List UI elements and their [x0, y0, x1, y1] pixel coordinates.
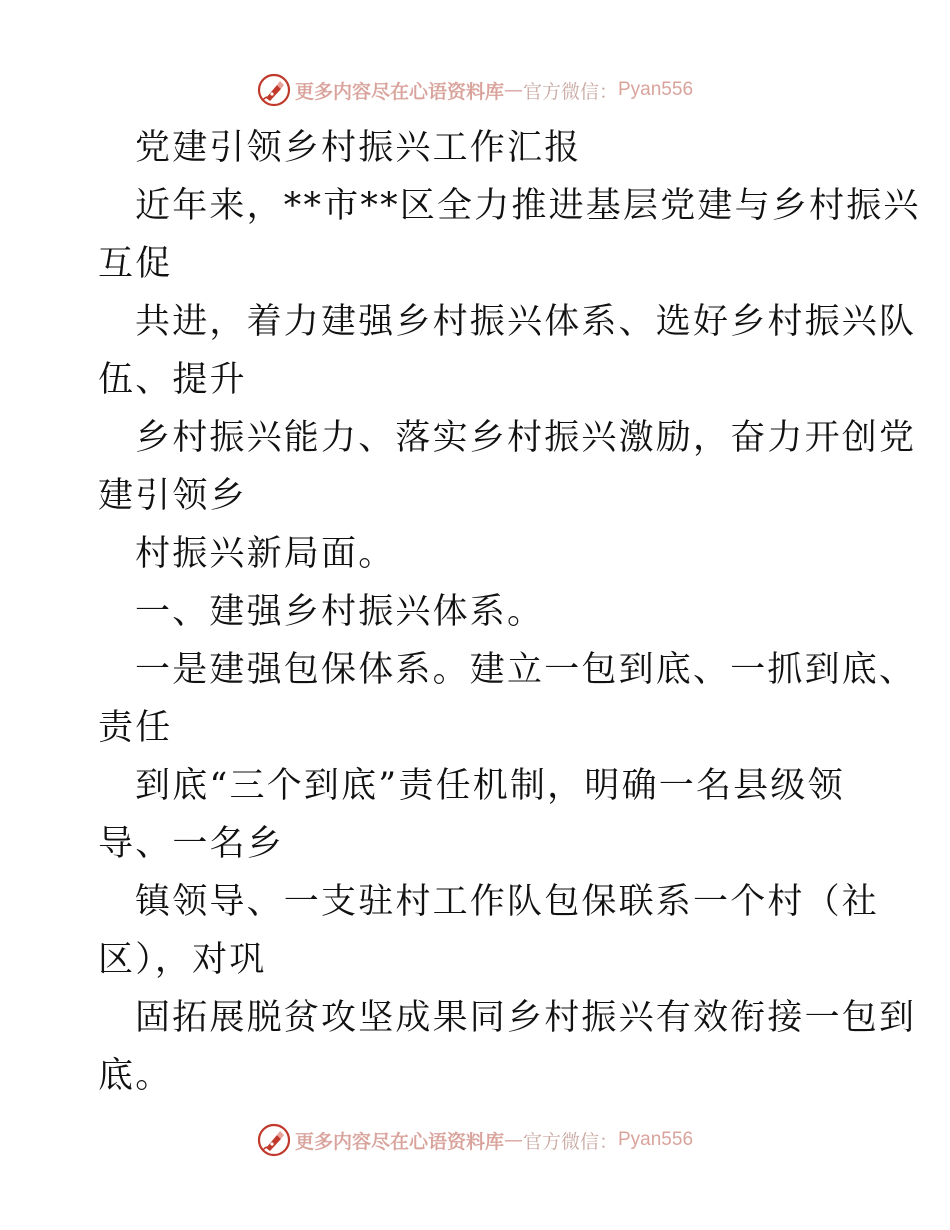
- document-title: 党建引领乡村振兴工作汇报: [135, 128, 582, 168]
- header-watermark: [0, 70, 950, 110]
- watermark-site-text: 更多内容尽在心语资料库: [294, 80, 504, 103]
- text-line: 底。: [98, 1056, 173, 1096]
- watermark-wechat-label: 官方微信：: [522, 80, 618, 103]
- watermark-dash: —: [503, 1129, 523, 1151]
- text-line: 乡村振兴能力、落实乡村振兴激励，奋力开创党: [135, 418, 917, 458]
- text-line: 共进，着力建强乡村振兴体系、选好乡村振兴队: [135, 302, 917, 342]
- footer-watermark: [0, 1120, 950, 1160]
- text-line: 建引领乡: [98, 476, 247, 516]
- text-line: 一是建强包保体系。建立一包到底、一抓到底、: [135, 650, 917, 690]
- text-line: 伍、提升: [98, 360, 247, 400]
- text-line: 互促: [98, 244, 173, 284]
- text-line: 到底“三个到底”责任机制，明确一名县级领: [135, 766, 845, 806]
- text-line: 村振兴新局面。: [135, 534, 396, 574]
- text-line: 责任: [98, 708, 173, 748]
- section-heading: 一、建强乡村振兴体系。: [135, 592, 545, 632]
- text-line: 镇领导、一支驻村工作队包保联系一个村（社: [135, 882, 880, 922]
- text-line: 固拓展脱贫攻坚成果同乡村振兴有效衔接一包到: [135, 998, 917, 1038]
- pen-nib-logo-icon: [257, 1123, 291, 1157]
- text-line: 近年来，**市**区全力推进基层党建与乡村振兴: [135, 186, 921, 226]
- text-line: 导、一名乡: [98, 824, 285, 864]
- watermark-wechat-id: Pyan556: [618, 79, 694, 100]
- watermark-wechat-label: 官方微信：: [522, 1130, 618, 1153]
- watermark-dash: —: [503, 79, 523, 101]
- watermark-wechat-id: Pyan556: [618, 1129, 694, 1150]
- pen-nib-logo-icon: [257, 73, 291, 107]
- text-line: 区），对巩: [98, 940, 267, 980]
- watermark-site-text: 更多内容尽在心语资料库: [294, 1130, 504, 1153]
